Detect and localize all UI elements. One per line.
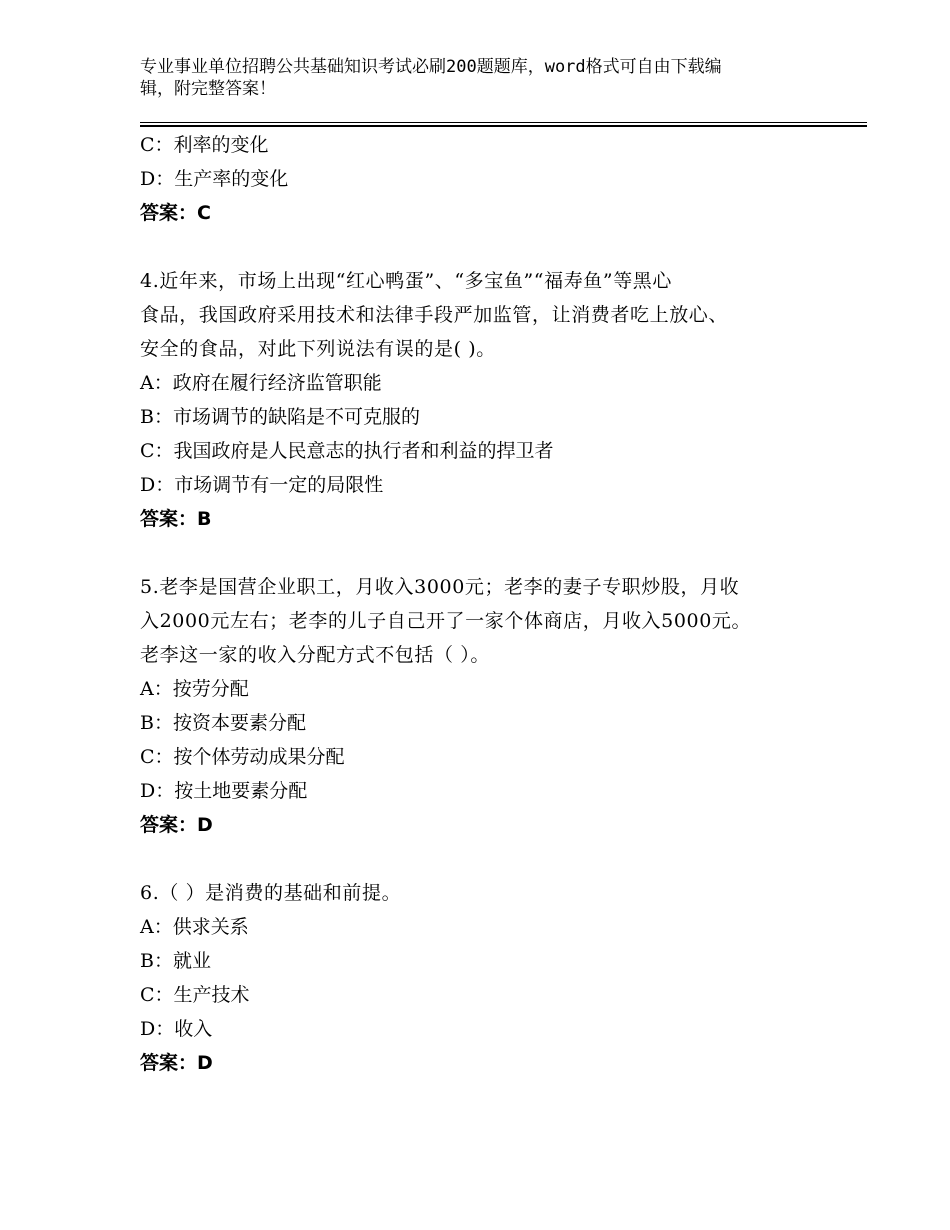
spacer [140, 842, 820, 876]
previous-question-tail [140, 128, 820, 230]
question-stem-line: 安全的食品，对此下列说法有误的是( )。 [140, 338, 496, 360]
answer-line: 答案：D [140, 1052, 213, 1074]
option-c: C：我国政府是人民意志的执行者和利益的捍卫者 [140, 440, 554, 462]
question-stem-line: 5.老李是国营企业职工，月收入3000元；老李的妻子专职炒股，月收 [140, 576, 740, 598]
question-stem-line: 6.（ ）是消费的基础和前提。 [140, 882, 402, 904]
option-d: D：生产率的变化 [140, 168, 289, 190]
option-a: A：供求关系 [140, 916, 249, 938]
option-c: C：利率的变化 [140, 134, 269, 156]
question-stem-line: 老李这一家的收入分配方式不包括（ ）。 [140, 644, 490, 666]
option-c: C：按个体劳动成果分配 [140, 746, 345, 768]
question-5 [140, 570, 820, 842]
spacer [140, 230, 820, 264]
question-stem-line: 入2000元左右；老李的儿子自己开了一家个体商店，月收入5000元。 [140, 610, 752, 632]
option-b: B：就业 [140, 950, 211, 972]
option-d: D：市场调节有一定的局限性 [140, 474, 384, 496]
spacer [140, 536, 820, 570]
option-b: B：按资本要素分配 [140, 712, 306, 734]
question-6 [140, 876, 820, 1080]
option-d: D：收入 [140, 1018, 213, 1040]
option-a: A：按劳分配 [140, 678, 249, 700]
option-c: C：生产技术 [140, 984, 250, 1006]
answer-line: 答案：C [140, 202, 211, 224]
header-line-2: 辑，附完整答案！ [140, 79, 276, 99]
option-d: D：按土地要素分配 [140, 780, 308, 802]
question-stem-line: 食品，我国政府采用技术和法律手段严加监管，让消费者吃上放心、 [140, 304, 729, 326]
question-stem-line: 4.近年来，市场上出现“红心鸭蛋”、“多宝鱼”“福寿鱼”等黑心 [140, 270, 673, 292]
option-a: A：政府在履行经济监管职能 [140, 372, 382, 394]
option-b: B：市场调节的缺陷是不可克服的 [140, 406, 420, 428]
answer-line: 答案：D [140, 814, 213, 836]
page-header [140, 56, 800, 100]
header-line-1: 专业事业单位招聘公共基础知识考试必刷200题题库，word格式可自由下载编 [140, 57, 722, 77]
question-4 [140, 264, 820, 536]
answer-line: 答案：B [140, 508, 212, 530]
header-divider [140, 122, 867, 127]
document-body [140, 128, 820, 1080]
